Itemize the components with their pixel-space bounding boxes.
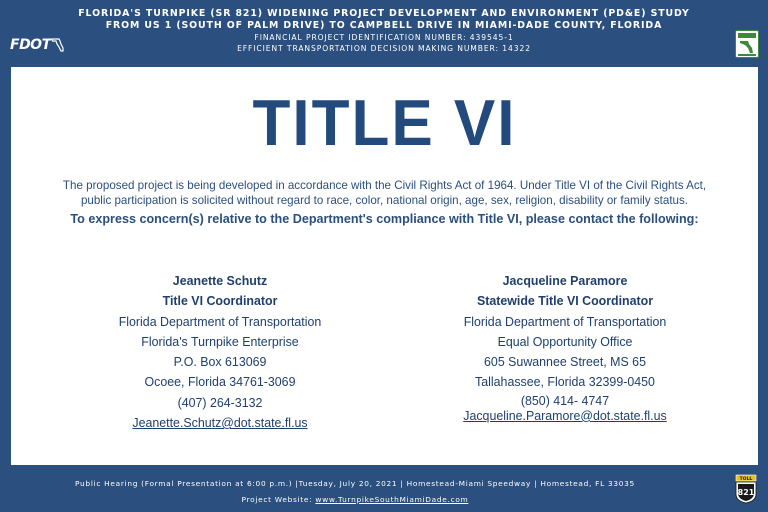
contact-email-link[interactable]: Jacqueline.Paramore@dot.state.fl.us (463, 407, 667, 423)
contact-phone: (407) 264-3132 (177, 394, 263, 410)
project-website (0, 495, 710, 504)
website-link[interactable]: www.TurnpikeSouthMiamiDade.com (315, 495, 469, 504)
civil-rights-paragraph (11, 178, 758, 208)
paragraph-line-2: public participation is solicited without regard to race, color, national origin, age, sex, religion, disability or family status. (80, 194, 689, 207)
paragraph-line-1: The proposed project is being developed in accordance with the Civil Rights Act of 1964. Under Title VI of the Civil Rights Act, (62, 179, 707, 192)
footer-banner (0, 466, 768, 512)
header-title-line1: FLORIDA'S TURNPIKE (SR 821) WIDENING PROJECT DEVELOPMENT AND ENVIRONMENT (PD&E) STUDY (78, 8, 690, 19)
contact-card-right (429, 271, 701, 423)
contact-card-left (90, 271, 350, 433)
etdm-number: EFFICIENT TRANSPORTATION DECISION MAKING NUMBER: 14322 (237, 44, 531, 53)
toll-label: TOLL (739, 477, 753, 482)
contact-name: Jeanette Schutz (172, 273, 268, 288)
header-title-line2: FROM US 1 (SOUTH OF PALM DRIVE) TO CAMPBELL DRIVE IN MIAMI-DADE COUNTY, FLORIDA (105, 20, 663, 31)
contact-address: P.O. Box 613069 (173, 354, 267, 370)
turnpike-logo-icon (736, 31, 758, 57)
page-title: TITLE VI (252, 87, 517, 160)
public-hearing-info: Public Hearing (Formal Presentation at 6:00 p.m.) |Tuesday, July 20, 2021 | Homestead-Miami Speedway | Homestead, FL 33035 (75, 479, 635, 488)
florida-turnpike-logo (735, 30, 759, 58)
contact-department: Equal Opportunity Office (497, 333, 633, 349)
contact-address: 605 Suwannee Street, MS 65 (484, 354, 646, 370)
toll-821-shield-icon (734, 474, 758, 504)
contact-prompt: To express concern(s) relative to the Department's compliance with Title VI, please contact the following: (70, 212, 699, 226)
route-number: 821 (737, 488, 755, 497)
fdot-logo (10, 37, 66, 53)
contact-city: Ocoee, Florida 34761-3069 (144, 374, 296, 390)
contact-department: Florida's Turnpike Enterprise (141, 333, 299, 349)
contact-email-link[interactable]: Jeanette.Schutz@dot.state.fl.us (132, 415, 308, 431)
contact-city: Tallahassee, Florida 32399-0450 (475, 374, 655, 390)
fdot-logo-text: FDOT (10, 37, 51, 53)
website-label: Project Website: (241, 495, 316, 504)
main-panel (11, 67, 758, 465)
contact-name: Jacqueline Paramore (502, 273, 628, 288)
contact-organization: Florida Department of Transportation (118, 313, 322, 329)
contact-organization: Florida Department of Transportation (463, 313, 667, 329)
contact-role: Title VI Coordinator (162, 293, 278, 309)
contact-role: Statewide Title VI Coordinator (476, 293, 654, 309)
financial-project-id: FINANCIAL PROJECT IDENTIFICATION NUMBER: 439545-1 (254, 33, 514, 42)
header-banner (0, 0, 768, 66)
contact-phone: (850) 414- 4747 (520, 392, 610, 408)
florida-state-icon (52, 38, 64, 52)
